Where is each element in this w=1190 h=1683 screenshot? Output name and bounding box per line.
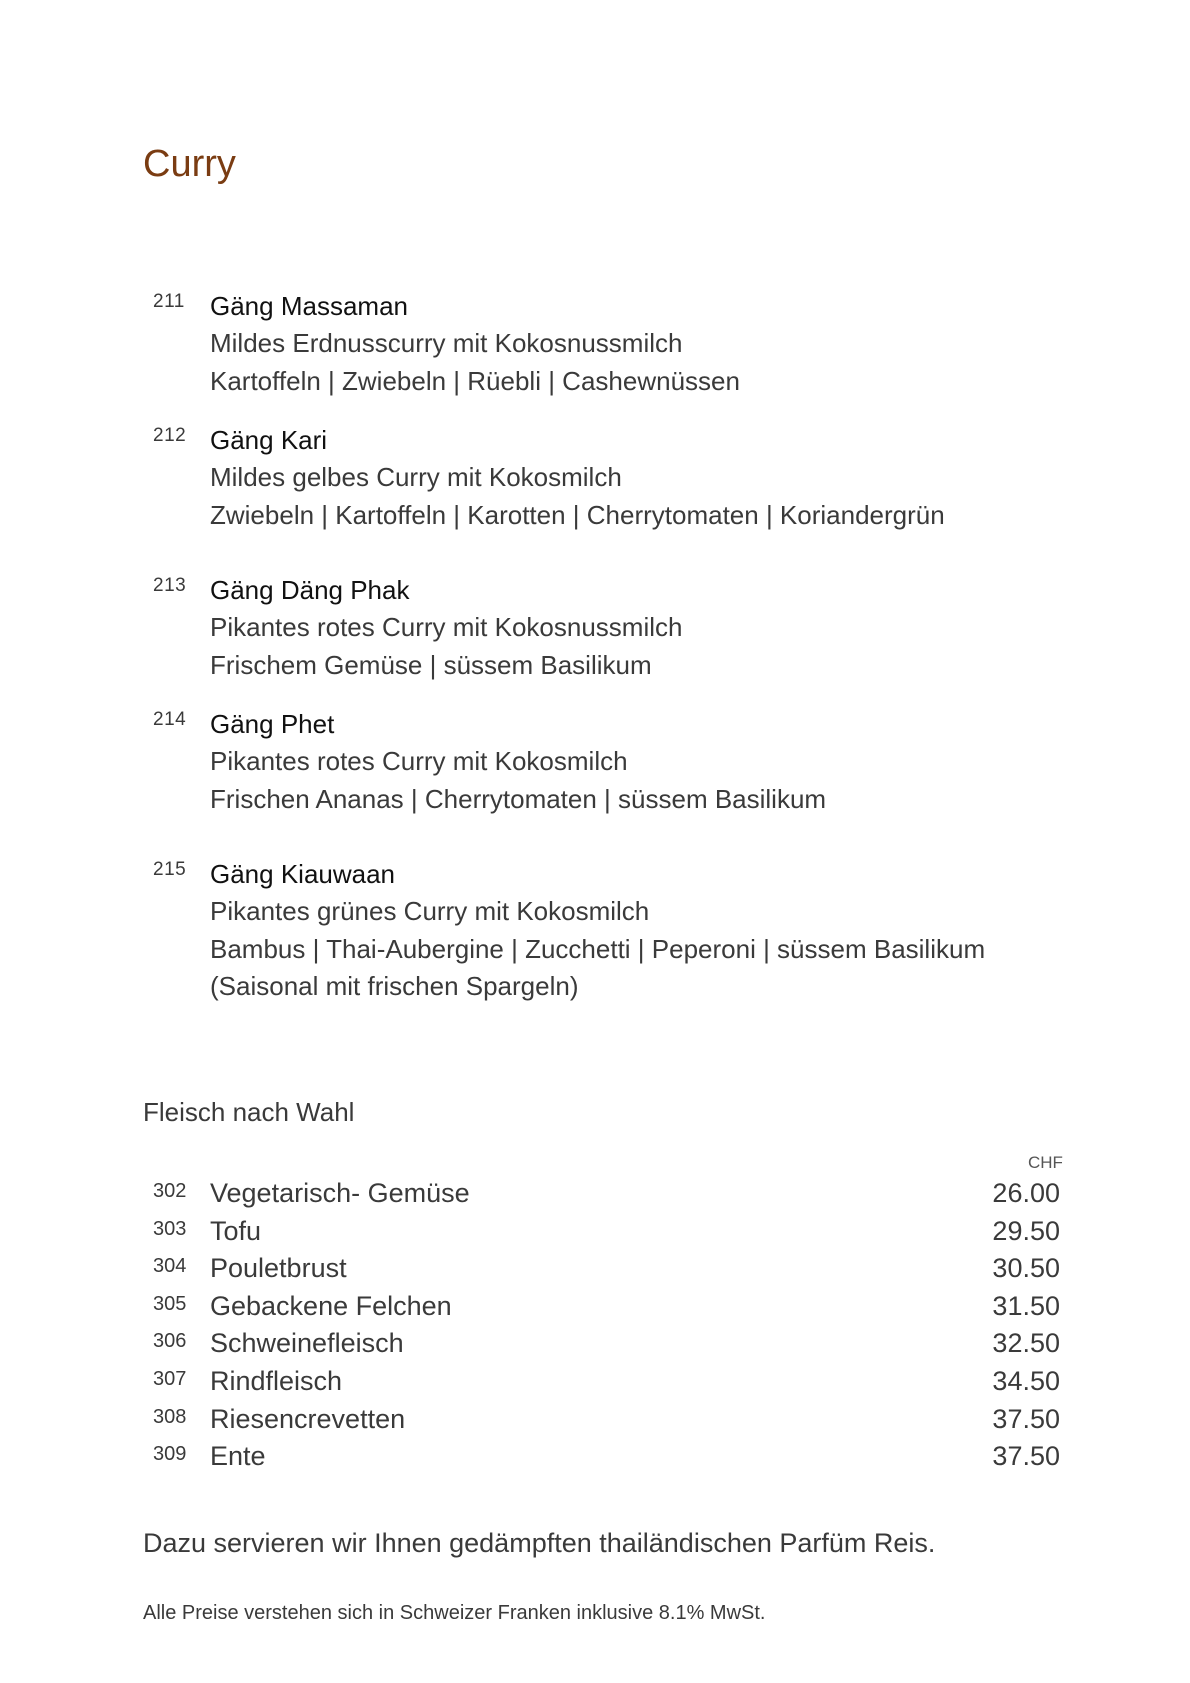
meat-row-308 bbox=[0, 1404, 1190, 1442]
item-body bbox=[210, 287, 740, 400]
meat-number: 303 bbox=[153, 1217, 187, 1240]
currency-label: CHF bbox=[1028, 1153, 1063, 1172]
item-description: Pikantes rotes Curry mit Kokosmilch bbox=[210, 746, 628, 776]
meat-row-306 bbox=[0, 1328, 1190, 1366]
item-seasonal-note: (Saisonal mit frischen Spargeln) bbox=[210, 971, 579, 1001]
meat-price-list bbox=[0, 1178, 1190, 1479]
item-number: 211 bbox=[153, 291, 185, 312]
meat-number: 309 bbox=[153, 1443, 187, 1466]
meat-name: Gebackene Felchen bbox=[210, 1290, 452, 1321]
meat-price: 31.50 bbox=[992, 1290, 1060, 1321]
meat-row-307 bbox=[0, 1366, 1190, 1404]
meat-price: 30.50 bbox=[992, 1253, 1060, 1284]
item-ingredients: Frischem Gemüse | süssem Basilikum bbox=[210, 649, 652, 680]
item-number: 213 bbox=[153, 575, 187, 596]
meat-name: Riesencrevetten bbox=[210, 1403, 406, 1434]
item-name: Gäng Kari bbox=[210, 425, 328, 455]
meat-row-305 bbox=[0, 1291, 1190, 1329]
meat-number: 305 bbox=[153, 1292, 187, 1315]
meat-price: 34.50 bbox=[992, 1365, 1060, 1396]
item-ingredients: Bambus | Thai-Aubergine | Zucchetti | Peperoni | süssem Basilikum bbox=[210, 933, 986, 964]
rice-note: Dazu servieren wir Ihnen gedämpften thailändischen Parfüm Reis. bbox=[143, 1528, 936, 1558]
item-ingredients: Zwiebeln | Kartoffeln | Karotten | Cherrytomaten | Koriandergrün bbox=[210, 499, 945, 530]
meat-name: Rindfleisch bbox=[210, 1365, 343, 1396]
meat-number: 308 bbox=[153, 1405, 187, 1428]
item-description: Mildes Erdnusscurry mit Kokosnussmilch bbox=[210, 328, 683, 358]
meat-number: 304 bbox=[153, 1255, 187, 1278]
meat-row-302 bbox=[0, 1178, 1190, 1216]
item-body bbox=[210, 571, 682, 684]
item-description: Mildes gelbes Curry mit Kokosmilch bbox=[210, 462, 622, 492]
meat-name: Ente bbox=[210, 1441, 266, 1472]
meat-name: Pouletbrust bbox=[210, 1253, 347, 1284]
item-ingredients: Kartoffeln | Zwiebeln | Rüebli | Cashewnüssen bbox=[210, 365, 740, 396]
meat-name: Vegetarisch- Gemüse bbox=[210, 1178, 470, 1208]
item-number: 214 bbox=[153, 709, 187, 730]
meat-number: 307 bbox=[153, 1367, 187, 1390]
meat-name: Tofu bbox=[210, 1215, 262, 1246]
meat-row-303 bbox=[0, 1216, 1190, 1254]
item-number: 215 bbox=[153, 859, 187, 880]
item-body bbox=[210, 705, 826, 818]
page-title: Curry bbox=[143, 143, 236, 185]
item-number: 212 bbox=[153, 425, 187, 446]
item-body bbox=[210, 855, 985, 1006]
meat-price: 37.50 bbox=[992, 1403, 1060, 1434]
meat-row-304 bbox=[0, 1253, 1190, 1291]
item-description: Pikantes grünes Curry mit Kokosmilch bbox=[210, 896, 650, 926]
item-name: Gäng Däng Phak bbox=[210, 575, 410, 605]
item-name: Gäng Kiauwaan bbox=[210, 859, 396, 889]
item-name: Gäng Massaman bbox=[210, 291, 408, 321]
meat-price: 26.00 bbox=[992, 1178, 1060, 1208]
meat-number: 306 bbox=[153, 1330, 187, 1353]
meat-number: 302 bbox=[153, 1180, 187, 1202]
meat-row-309 bbox=[0, 1441, 1190, 1479]
item-ingredients: Frischen Ananas | Cherrytomaten | süssem Basilikum bbox=[210, 783, 827, 814]
meat-choice-heading: Fleisch nach Wahl bbox=[143, 1097, 355, 1127]
meat-price: 37.50 bbox=[992, 1441, 1060, 1472]
item-description: Pikantes rotes Curry mit Kokosnussmilch bbox=[210, 612, 683, 642]
price-footnote: Alle Preise verstehen sich in Schweizer Franken inklusive 8.1% MwSt. bbox=[143, 1602, 766, 1624]
meat-price: 29.50 bbox=[992, 1215, 1060, 1246]
meat-price: 32.50 bbox=[992, 1328, 1060, 1359]
meat-name: Schweinefleisch bbox=[210, 1328, 404, 1359]
item-name: Gäng Phet bbox=[210, 709, 335, 739]
item-body bbox=[210, 421, 945, 534]
